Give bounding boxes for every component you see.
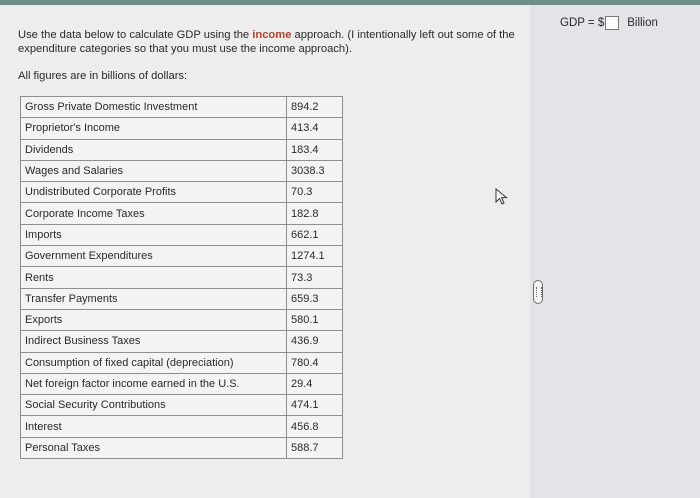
row-value: 456.8 [287, 416, 343, 437]
row-label: Social Security Contributions [21, 395, 287, 416]
question-instructions [18, 28, 518, 56]
table-row [21, 416, 343, 437]
table-row [21, 139, 343, 160]
row-label: Government Expenditures [21, 246, 287, 267]
instructions-highlight: income [252, 29, 292, 41]
row-value: 413.4 [287, 118, 343, 139]
row-label: Rents [21, 267, 287, 288]
table-row [21, 373, 343, 394]
row-value: 662.1 [287, 224, 343, 245]
scroll-handle-icon[interactable] [533, 280, 543, 304]
table-row [21, 224, 343, 245]
row-value: 3038.3 [287, 160, 343, 181]
instructions-text-after: approach. (I intentionally left out some of the expenditure categories so that you must use the income approach). [18, 29, 515, 55]
row-value: 29.4 [287, 373, 343, 394]
table-row [21, 246, 343, 267]
row-label: Gross Private Domestic Investment [21, 97, 287, 118]
row-value: 894.2 [287, 97, 343, 118]
row-value: 1274.1 [287, 246, 343, 267]
row-label: Wages and Salaries [21, 160, 287, 181]
gdp-label: GDP = $ [560, 17, 605, 29]
row-label: Personal Taxes [21, 437, 287, 458]
table-row [21, 160, 343, 181]
row-label: Proprietor's Income [21, 118, 287, 139]
table-row [21, 203, 343, 224]
row-value: 474.1 [287, 395, 343, 416]
row-value: 436.9 [287, 331, 343, 352]
scroll-handle-grip [536, 287, 542, 297]
row-value: 780.4 [287, 352, 343, 373]
row-label: Corporate Income Taxes [21, 203, 287, 224]
row-label: Dividends [21, 139, 287, 160]
table-row [21, 118, 343, 139]
table-row [21, 331, 343, 352]
table-row [21, 309, 343, 330]
row-value: 182.8 [287, 203, 343, 224]
row-value: 73.3 [287, 267, 343, 288]
row-label: Undistributed Corporate Profits [21, 182, 287, 203]
row-label: Consumption of fixed capital (depreciation) [21, 352, 287, 373]
mouse-pointer-icon [494, 188, 510, 206]
gdp-unit: Billion [627, 17, 658, 29]
row-label: Transfer Payments [21, 288, 287, 309]
table-row [21, 267, 343, 288]
table-row [21, 352, 343, 373]
row-value: 659.3 [287, 288, 343, 309]
gdp-answer [560, 16, 658, 30]
gdp-answer-input[interactable] [605, 16, 619, 30]
table-row [21, 395, 343, 416]
data-table [20, 96, 343, 459]
row-label: Exports [21, 309, 287, 330]
table-row [21, 182, 343, 203]
units-note: All figures are in billions of dollars: [18, 70, 188, 82]
row-label: Imports [21, 224, 287, 245]
row-value: 588.7 [287, 437, 343, 458]
table-row [21, 97, 343, 118]
row-label: Net foreign factor income earned in the U.S. [21, 373, 287, 394]
answer-panel [530, 5, 700, 498]
instructions-text-before: Use the data below to calculate GDP using the [18, 29, 253, 41]
row-value: 580.1 [287, 309, 343, 330]
table-row [21, 288, 343, 309]
row-label: Interest [21, 416, 287, 437]
row-value: 183.4 [287, 139, 343, 160]
row-value: 70.3 [287, 182, 343, 203]
table-row [21, 437, 343, 458]
row-label: Indirect Business Taxes [21, 331, 287, 352]
